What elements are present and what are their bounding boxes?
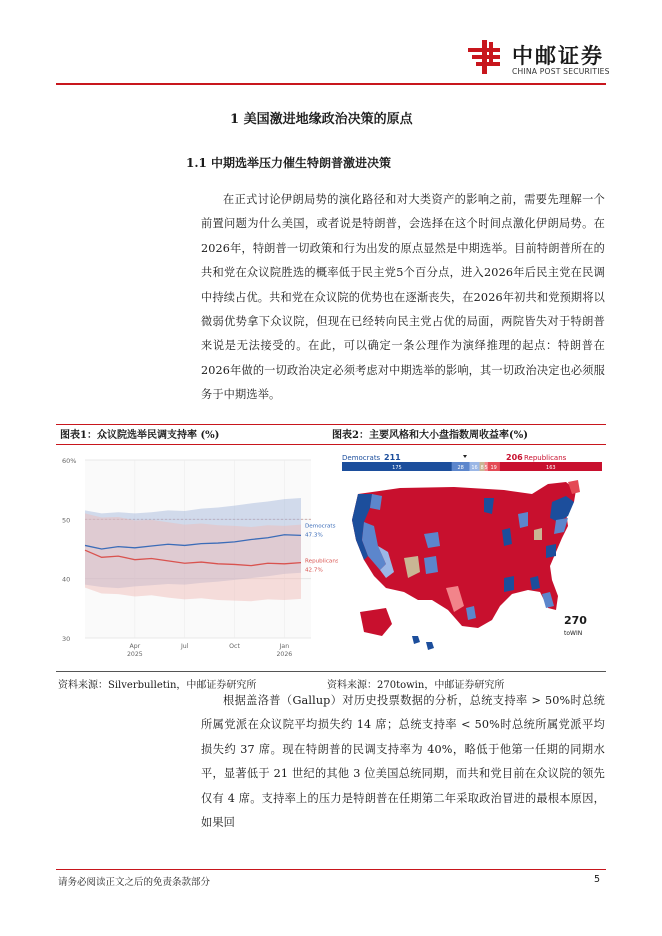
confidence-band-republicans	[85, 513, 301, 601]
republicans-seats: 206	[506, 453, 523, 462]
map-oregon-blue	[370, 494, 382, 510]
us-map	[352, 480, 583, 650]
legend-name-republicans: Republicans	[305, 558, 339, 565]
seat-segment-label: 163	[546, 465, 556, 471]
logo-english-name: CHINA POST SECURITIES	[512, 67, 610, 76]
x-tick-label: Oct	[229, 643, 240, 650]
svg-text:270: 270	[564, 614, 587, 627]
seat-segment-label: 175	[392, 465, 402, 471]
y-tick-label: 60%	[62, 457, 77, 465]
body-paragraph-2: 根据盖洛普（Gallup）对历史投票数据的分析，总统支持率 > 50%时总统所属党派在众议院平均损失约 14 席；总统支持率 < 50%时总统所属党派平均损失约 37 席。现在特朗普的民调支持率为 40%，略低于他第一任期的同期水平，显著低于 21 世纪的其他 3 位美国总统同期，而共和党目前在众议院的领先仅有 4 席。支持率上的压力是特朗普在任期第二年采取政治冒进的最根本原因，如果回	[201, 694, 605, 830]
seat-segment-label: 8	[480, 465, 484, 471]
house-polling-chart	[58, 450, 339, 666]
seat-segment-label: 28	[457, 465, 464, 471]
seat-segment-label: 19	[490, 465, 497, 471]
figure-1-title: 图表1：众议院选举民调支持率 (%)	[60, 430, 220, 441]
x-tick-label: Jan	[279, 643, 290, 650]
270towin-logo	[564, 614, 587, 637]
democrats-seats: 211	[384, 453, 401, 462]
china-post-logo-icon	[468, 40, 500, 74]
map-south-blue	[504, 576, 514, 592]
footer-disclaimer: 请务必阅读正文之后的免责条款部分	[58, 877, 211, 888]
republicans-label: Republicans	[524, 454, 567, 462]
figure-2-source: 资料来源：270towin，中邮证券研究所	[327, 680, 505, 691]
seat-bar	[342, 453, 602, 471]
subsection-heading: 1.1 中期选举压力催生特朗普激进决策	[186, 156, 392, 170]
map-alaska	[360, 608, 392, 636]
map-virginia-blue	[546, 544, 556, 558]
body-paragraph-1: 在正式讨论伊朗局势的演化路径和对大类资产的影响之前，需要先理解一个前置问题为什么美国，或者说是特朗普，会选择在这个时间点激化伊朗局势。在2026年，特朗普一切政策和行为出发的原点显然是中期选举。目前特朗普所在的共和党在众议院胜选的概率低于民主党5个百分点，进入2026年后民主党在民调中持续占优。共和党在众议院的优势也在逐渐丧失，在2026年初共和党预期将以微弱优势拿下众议院，但现在已经转向民主党占优的局面，两院皆失对于特朗普来说是无法接受的。在此，可以确定一条公理作为演绎推理的起点：特朗普在2026年做的一切政治决定必须考虑对中期选举的影响，其一切政治决定也必须服务于中期选举。	[201, 193, 605, 402]
x-tick-label: 2026	[276, 651, 293, 658]
company-logo	[468, 40, 618, 82]
x-tick-label: Apr	[129, 643, 141, 650]
figure-1-source: 资料来源：Silverbulletin，中邮证券研究所	[58, 680, 257, 691]
x-tick-label: Jul	[180, 643, 189, 650]
page-number: 5	[594, 874, 601, 885]
seat-segment-label: 16	[471, 465, 478, 471]
section-heading: 1 美国激进地缘政治决策的原点	[230, 112, 413, 127]
x-tick-label: 2025	[126, 651, 143, 658]
legend-value-democrats: 47.3%	[305, 532, 323, 539]
logo-chinese-name: 中邮证券	[512, 44, 604, 68]
svg-text:toWIN: toWIN	[564, 630, 583, 637]
majority-marker-icon	[463, 455, 467, 458]
figure-title-bar	[56, 424, 606, 445]
y-tick-label: 40	[62, 575, 71, 584]
map-hawaii	[412, 636, 434, 650]
figure-2-title: 图表2：主要风格和大小盘指数周收益率(%)	[332, 430, 528, 441]
header-divider	[56, 83, 606, 85]
source-divider	[56, 671, 606, 672]
seat-segment-label: 5	[484, 465, 488, 471]
y-tick-label: 50	[62, 516, 71, 525]
footer-divider	[56, 869, 606, 870]
election-map-chart	[338, 452, 606, 662]
map-ohio-tossup	[534, 528, 542, 540]
democrats-label: Democrats	[342, 454, 381, 462]
legend-value-republicans: 42.7%	[305, 567, 323, 574]
legend-name-democrats: Democrats	[305, 523, 336, 530]
y-tick-label: 30	[62, 635, 71, 643]
map-newmexico-blue	[424, 556, 438, 574]
